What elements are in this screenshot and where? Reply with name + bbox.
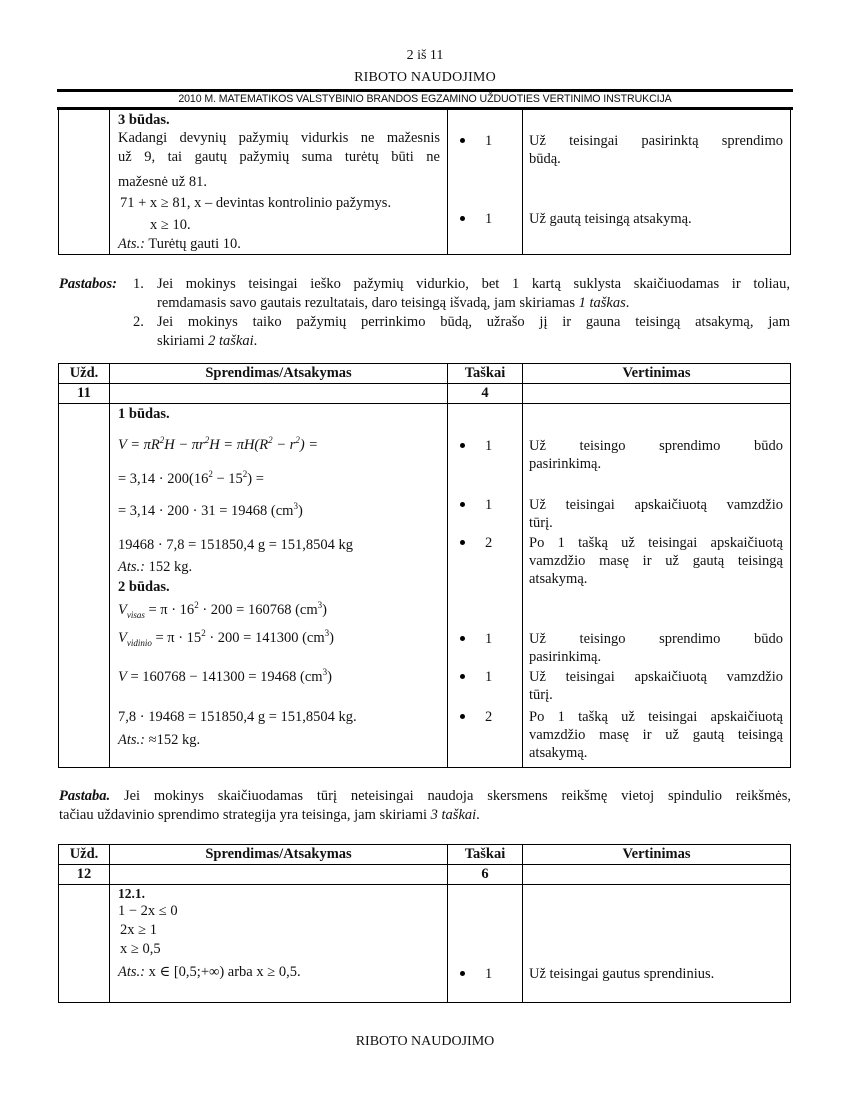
- solution-cell: [110, 885, 448, 1003]
- task-number: 12: [59, 865, 110, 885]
- criterion-line: Už teisingai pasirinktą sprendimo: [529, 133, 783, 149]
- formula: $V = \pi R^2H - \pi r^2H = \pi H(R^2 - r^2)$ =: [118, 435, 319, 453]
- header-points: Taškai: [448, 364, 523, 384]
- point-item: 1: [460, 496, 492, 514]
- header-task: Užd.: [59, 845, 110, 865]
- criterion-line: vamzdžio masę ir už gautą teisingą: [529, 727, 783, 743]
- answer-label: Ats.:: [118, 236, 145, 252]
- points-cell: [448, 404, 523, 768]
- criterion-line: Už teisingai apskaičiuotą vamzdžio: [529, 497, 783, 513]
- formula: 1 − 2x ≤ 0: [118, 903, 178, 919]
- bullet-icon: [460, 216, 465, 221]
- criterion-line: tūrį.: [529, 515, 553, 531]
- criterion-line: Už gautą teisingą atsakymą.: [529, 211, 692, 227]
- grading-table-task-11: [58, 363, 791, 768]
- criterion-line: Už teisingo sprendimo būdo: [529, 631, 783, 647]
- formula: $V_{visas} = \pi \cdot 16^2 \cdot 200 = 160768$ $(cm^3)$: [118, 600, 327, 620]
- criterion-line: pasirinkimą.: [529, 649, 602, 665]
- point-item: 1: [460, 132, 492, 150]
- bullet-icon: [460, 443, 465, 448]
- formula: 71 + x ≥ 81, x – devintas kontrolinio pažymys.: [120, 195, 392, 211]
- task-total-points: 6: [448, 865, 523, 885]
- criterion-line: tūrį.: [529, 687, 553, 703]
- note-number: 1.: [133, 276, 144, 292]
- criterion-line: Už teisingo sprendimo būdo: [529, 438, 783, 454]
- point-item: 1: [460, 210, 492, 228]
- bullet-icon: [460, 502, 465, 507]
- header-task: Užd.: [59, 364, 110, 384]
- answer-text: Turėtų gauti 10.: [144, 236, 241, 252]
- formula: x ≥ 0,5: [120, 941, 161, 957]
- point-item: 1: [460, 668, 492, 686]
- criterion-line: vamzdžio masę ir už gautą teisingą: [529, 553, 783, 569]
- restricted-label-top: RIBOTO NAUDOJIMO: [354, 70, 496, 85]
- subtask-title: 12.1.: [118, 886, 145, 901]
- note-number: 2.: [133, 314, 144, 330]
- criterion-line: pasirinkimą.: [529, 456, 602, 472]
- empty-cell: [110, 384, 448, 404]
- answer: Ats.: ≈152 kg.: [118, 732, 201, 748]
- note-text: Pastaba. Jei mokinys skaičiuodamas tūrį neteisingai naudoja skersmens reikšmę vietoj spindulio reikšmės,: [59, 788, 791, 804]
- task-number-cell: [59, 404, 110, 768]
- header-points: Taškai: [448, 845, 523, 865]
- bullet-icon: [460, 540, 465, 545]
- criteria-cell: [523, 885, 791, 1003]
- task-number: 11: [59, 384, 110, 404]
- points-cell: [448, 885, 523, 1003]
- note-text: tačiau uždavinio sprendimo strategija yra teisinga, jam skiriami 3 taškai.: [59, 807, 480, 823]
- formula: 7,8 · 19468 = 151850,4 g = 151,8504 kg.: [118, 709, 357, 725]
- criterion-line: Už teisingai apskaičiuotą vamzdžio: [529, 669, 783, 685]
- method-title: 2 būdas.: [118, 579, 170, 595]
- header-criteria: Vertinimas: [523, 364, 791, 384]
- solution-text-line: už 9, tai gautų pažymių suma turėtų būti ne: [118, 149, 440, 165]
- formula: 19468 · 7,8 = 151850,4 g = 151,8504 kg: [118, 537, 354, 553]
- criterion-line: atsakymą.: [529, 571, 588, 587]
- solution-text-line: mažesnė už 81.: [118, 174, 207, 190]
- criterion-line: atsakymą.: [529, 745, 588, 761]
- grading-table-task-12: [58, 844, 791, 1003]
- point-item: 1: [460, 437, 492, 455]
- solution-cell: [110, 404, 448, 768]
- note-text: Jei mokinys taiko pažymių perrinkimo būdą, užrašo jį ir gauna teisingą atsakymą, jam: [157, 314, 790, 330]
- note-text: remdamasis savo gautais rezultatais, daro teisingą išvadą, jam skiriamas 1 taškas.: [157, 295, 630, 311]
- solution-text-line: Kadangi devynių pažymių vidurkis ne mažesnis: [118, 130, 440, 146]
- criterion-line: Po 1 tašką už teisingai apskaičiuotą: [529, 709, 783, 725]
- empty-cell: [523, 384, 791, 404]
- criteria-cell: [523, 404, 791, 768]
- header-solution: Sprendimas/Atsakymas: [110, 845, 448, 865]
- point-item: 1: [460, 965, 492, 983]
- method-title: 3 būdas.: [118, 112, 170, 128]
- bullet-icon: [460, 674, 465, 679]
- answer: [118, 235, 241, 253]
- point-item: 2: [460, 708, 492, 726]
- task-number-cell: [59, 110, 110, 255]
- empty-cell: [110, 865, 448, 885]
- document-subtitle: 2010 M. MATEMATIKOS VALSTYBINIO BRANDOS EGZAMINO UŽDUOTIES VERTINIMO INSTRUKCIJA: [178, 93, 672, 105]
- answer: Ats.: 152 kg.: [118, 559, 193, 575]
- formula: = 3,14 · 200 · 31 = 19468 $(cm^3)$: [118, 501, 303, 519]
- bullet-icon: [460, 971, 465, 976]
- note-text: skiriami 2 taškai.: [157, 333, 258, 349]
- formula: x ≥ 10.: [150, 217, 191, 233]
- points-cell: [448, 110, 523, 255]
- point-item: 2: [460, 534, 492, 552]
- point-item: 1: [460, 630, 492, 648]
- task-total-points: 4: [448, 384, 523, 404]
- formula: $V_{vidinio} = \pi \cdot 15^2 \cdot 200 = 141300$ $(cm^3)$: [118, 628, 334, 648]
- page-number: 2 iš 11: [406, 48, 444, 63]
- formula: V = 160768 − 141300 = 19468 $(cm^3)$: [118, 667, 332, 685]
- restricted-label-bottom: RIBOTO NAUDOJIMO: [355, 1034, 495, 1049]
- bullet-icon: [460, 714, 465, 719]
- empty-cell: [523, 865, 791, 885]
- method-title: 1 būdas.: [118, 406, 170, 422]
- header-criteria: Vertinimas: [523, 845, 791, 865]
- criteria-cell: [523, 110, 791, 255]
- answer: Ats.: x ∈ [0,5;+∞) arba x ≥ 0,5.: [118, 964, 301, 980]
- header-rule-top: [57, 89, 793, 92]
- formula: = $3,14 \cdot 200(16^2 - 15^2)$ =: [118, 469, 264, 487]
- criterion-line: Po 1 tašką už teisingai apskaičiuotą: [529, 535, 783, 551]
- grading-table-continued: [58, 109, 791, 255]
- criterion-line: Už teisingai gautus sprendinius.: [529, 966, 715, 982]
- criterion-line: būdą.: [529, 151, 561, 167]
- bullet-icon: [460, 636, 465, 641]
- solution-cell: [110, 110, 448, 255]
- task-number-cell: [59, 885, 110, 1003]
- notes-label: Pastabos:: [59, 276, 117, 292]
- bullet-icon: [460, 138, 465, 143]
- formula: 2x ≥ 1: [120, 922, 157, 938]
- note-text: Jei mokinys teisingai ieško pažymių vidurkio, bet 1 kartą suklysta skaičiuodamas ir toliau,: [157, 276, 790, 292]
- header-solution: Sprendimas/Atsakymas: [110, 364, 448, 384]
